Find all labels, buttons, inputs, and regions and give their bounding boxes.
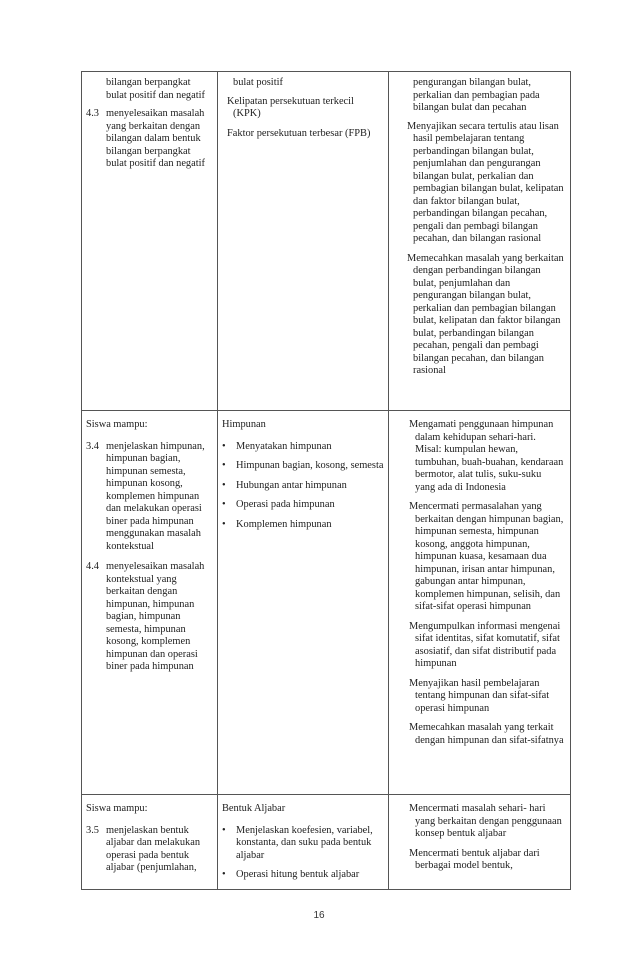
competency-item bbox=[86, 108, 213, 171]
material-continuation: bulat positif bbox=[233, 77, 283, 88]
page-number: 16 bbox=[313, 910, 325, 921]
activity-item: Mencermati masalah sehari- hari yang berkaitan dengan penggunaan konsep bentuk aljabar bbox=[409, 803, 562, 839]
competency-number: 3.5 bbox=[86, 824, 99, 836]
activity-cell bbox=[389, 411, 571, 795]
competency-text: menyelesaikan masalah yang berkaitan dengan bilangan dalam bentuk bilangan berpangkat bulat positif dan negatif bbox=[106, 108, 205, 169]
list-item: • Operasi hitung bentuk aljabar bbox=[222, 869, 360, 880]
competency-text: menyelesaikan masalah kontekstual yang berkaitan dengan himpunan, himpunan bagian, himpunan semesta, himpunan kosong, komplemen himpunan dan operasi biner pada himpunan bbox=[106, 561, 205, 672]
material-heading: Bentuk Aljabar bbox=[222, 803, 286, 814]
bullet-icon: • bbox=[222, 499, 226, 510]
competency-item bbox=[86, 825, 213, 875]
competency-cell bbox=[82, 411, 218, 795]
competency-number: 4.4 bbox=[86, 561, 99, 572]
activity-item: Mencermati bentuk aljabar dari berbagai model bentuk, bbox=[409, 847, 540, 871]
curriculum-table bbox=[81, 71, 571, 890]
list-item: • Operasi pada himpunan bbox=[222, 499, 335, 510]
material-cell bbox=[218, 795, 389, 890]
competency-continuation: bilangan berpangkat bulat positif dan negatif bbox=[106, 77, 205, 101]
list-item: • Himpunan bagian, kosong, semesta bbox=[222, 460, 384, 471]
competency-cell bbox=[82, 72, 218, 411]
bullet-icon: • bbox=[222, 869, 226, 880]
competency-number: 4.3 bbox=[86, 108, 99, 119]
competency-cell bbox=[82, 795, 218, 890]
activity-item: Mengamati penggunaan himpunan dalam kehidupan sehari-hari. Misal: kumpulan hewan, tumbuhan, buah-buahan, kendaraan bermotor, alat tulis, suku-suku yang ada di Indonesia bbox=[409, 419, 564, 493]
activity-item: Mengumpulkan informasi mengenai sifat identitas, sifat komutatif, sifat asosiatif, dan sifat distributif pada himpunan bbox=[409, 620, 561, 669]
activity-item: Memecahkan masalah yang berkaitan dengan perbandingan bilangan bulat, penjumlahan dan pengurangan bilangan bulat, perkalian dan pembagian bilangan bulat, kelipatan dan faktor bilangan bulat, perbandingan bilangan pecahan, pengali dan pembagi bilangan pecahan, dan bilangan rasional bbox=[407, 252, 564, 376]
activity-item: Mencermati permasalahan yang berkaitan dengan himpunan bagian, himpunan semesta, himpunan kosong, anggota himpunan, himpunan kuasa, kesamaan dua himpunan, irisan antar himpunan, gabungan antar himpunan, komplemen himpunan, selisih, dan sifat-sifat operasi himpunan bbox=[409, 501, 564, 612]
material-list bbox=[222, 825, 384, 882]
competency-text: menjelaskan himpunan, himpunan bagian, himpunan semesta, himpunan kosong, komplemen himpunan dan melakukan operasi biner pada himpunan menggunakan masalah kontekstual bbox=[106, 440, 205, 552]
bullet-icon: • bbox=[222, 824, 226, 836]
competency-item bbox=[86, 441, 213, 554]
material-cell bbox=[218, 411, 389, 795]
activity-item: Menyajikan secara tertulis atau lisan hasil pembelajaran tentang perbandingan bilangan bulat, penjumlahan dan pengurangan bilangan bulat, perkalian dan pembagian bilangan bulat, kelipatan dan faktor bilangan bulat, perbandingan bilangan pecahan, pengali dan pembagi bilangan pecahan, dan bilangan rasional bbox=[407, 120, 564, 244]
bullet-icon: • bbox=[222, 518, 226, 530]
list-item: • Menjelaskan koefesien, variabel, konstanta, dan suku pada bentuk aljabar bbox=[222, 824, 373, 861]
competency-text: menjelaskan bentuk aljabar dan melakukan operasi pada bentuk aljabar (penjumlahan, bbox=[106, 824, 201, 873]
bullet-icon: • bbox=[222, 440, 226, 452]
competency-heading: Siswa mampu: bbox=[86, 803, 148, 814]
table-row bbox=[82, 72, 571, 411]
activity-cell bbox=[389, 795, 571, 890]
table-row bbox=[82, 411, 571, 795]
competency-number: 3.4 bbox=[86, 440, 99, 452]
material-item: Kelipatan persekutuan terkecil (KPK) bbox=[227, 95, 354, 119]
activity-item: Memecahkan masalah yang terkait dengan himpunan dan sifat-sifatnya bbox=[409, 722, 564, 746]
list-item: • Menyatakan himpunan bbox=[222, 440, 332, 452]
list-item: • Komplemen himpunan bbox=[222, 518, 332, 530]
list-item: • Hubungan antar himpunan bbox=[222, 479, 347, 491]
material-cell bbox=[218, 72, 389, 411]
competency-item bbox=[86, 561, 213, 674]
material-item: Faktor persekutuan terbesar (FPB) bbox=[227, 127, 371, 139]
material-heading: Himpunan bbox=[222, 419, 266, 430]
competency-heading: Siswa mampu: bbox=[86, 419, 148, 430]
activity-continuation: pengurangan bilangan bulat, perkalian dan pembagian pada bilangan bulat dan pecahan bbox=[413, 77, 540, 113]
activity-cell bbox=[389, 72, 571, 411]
bullet-icon: • bbox=[222, 460, 226, 471]
table-row bbox=[82, 795, 571, 890]
material-list bbox=[222, 441, 384, 532]
bullet-icon: • bbox=[222, 479, 226, 491]
activity-item: Menyajikan hasil pembelajaran tentang himpunan dan sifat-sifat operasi himpunan bbox=[409, 677, 550, 714]
